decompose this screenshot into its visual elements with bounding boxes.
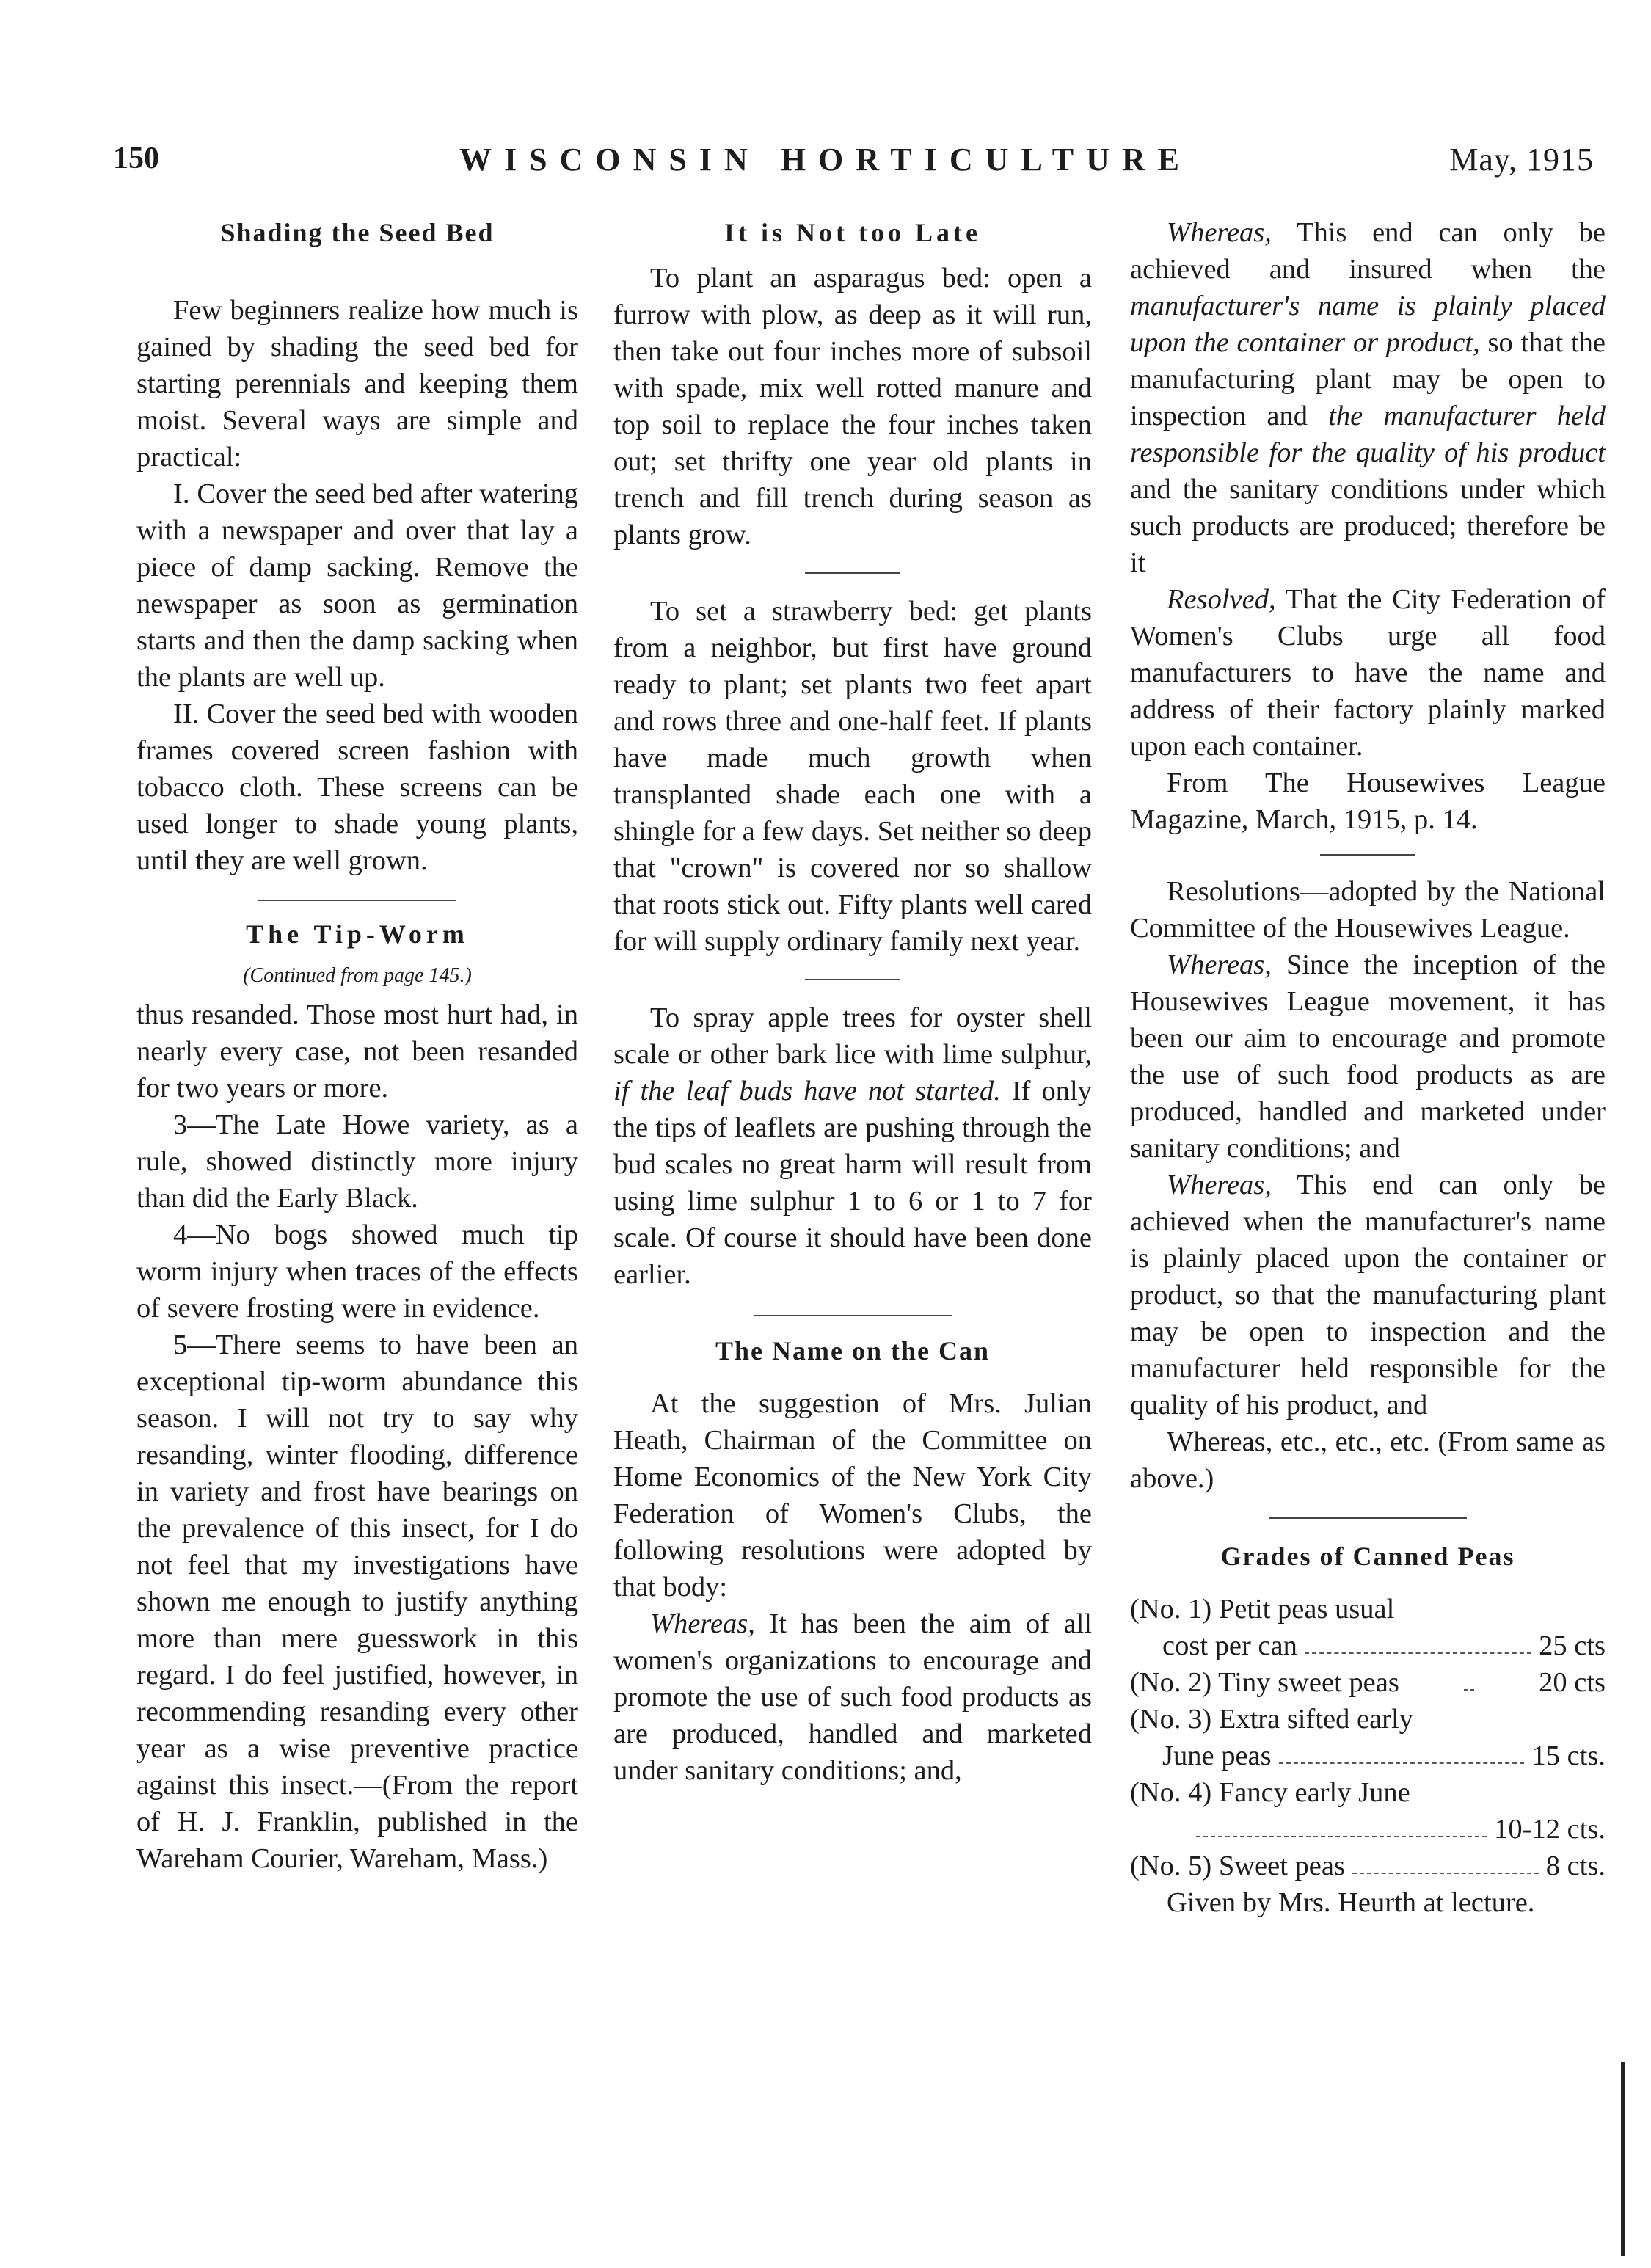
text-run: Since the inception of the Housewives League movement, it has been our aim to encourage and promote the use of such food products as are produced, handled and marketed under sanitary conditions; and	[1130, 949, 1606, 1164]
grade-line: (No. 1) Petit peas usual	[1130, 1594, 1395, 1625]
paragraph: Whereas, etc., etc., etc. (From same as above.)	[1130, 1426, 1606, 1494]
paragraph	[1130, 1167, 1606, 1423]
paragraph: To set a strawberry bed: get plants from a neighbor, but first have ground ready to plant; set plants two feet apart and rows three and one-half feet. If plants have made much growth when transplanted shade each one with a shingle for a few days. Set neither so deep that "crown" is covered nor so shallow that roots stick out. Fifty plants well cared for will supply ordinary family next year.	[613, 596, 1092, 957]
page-number: 150	[113, 142, 159, 175]
emphasis-text: Whereas,	[1167, 949, 1272, 980]
paragraph	[1130, 214, 1606, 581]
grade-line: (No. 4) Fancy early June	[1130, 1777, 1410, 1808]
paragraph: To plant an asparagus bed: open a furrow with plow, as deep as it will run, then take out four inches more of subsoil with spade, mix well rotted manure and top soil to replace the four inches taken out; set thrifty one year old plants in trench and fill trench during season as plants grow.	[613, 263, 1092, 550]
grade-price: 25 cts	[1539, 1630, 1606, 1661]
text-run: If only the tips of leaflets are pushing through the bud scales no great harm will result from using lime sulphur 1 to 6 or 1 to 7 for scale. Of course it should have been done earlier.	[613, 1076, 1093, 1290]
article-title-name-on-can: The Name on the Can	[715, 1336, 990, 1365]
emphasis-text: Whereas,	[650, 1608, 755, 1639]
magazine-title: WISCONSIN HORTICULTURE	[459, 142, 1192, 178]
paragraph: II. Cover the seed bed with wooden frames covered screen fashion with tobacco cloth. These screens can be used longer to shade young plants, until they are well grown.	[136, 699, 578, 876]
grades-list	[1130, 1591, 1606, 1884]
column-right	[1130, 214, 1606, 1921]
paragraph	[1130, 581, 1606, 765]
grade-price-row	[1130, 1811, 1606, 1848]
text-run: This end can only be achieved when the manufacturer's name is plainly placed upon the container or product, so that the manufacturing plant may be open to inspection and the manufacturer held responsible for the quality of his product, and	[1130, 1170, 1606, 1421]
text-run: so that the manufacturing plant may be open to inspection and	[1130, 327, 1606, 431]
emphasis-text: manufacturer's name is plainly placed upon the container or product,	[1130, 291, 1606, 358]
paragraph: Resolutions—adopted by the National Committee of the Housewives League.	[1130, 876, 1606, 944]
grade-price-row	[1130, 1664, 1606, 1701]
grade-line: (No. 3) Extra sifted early	[1130, 1704, 1413, 1735]
emphasis-text: the manufacturer held responsible for the quality of his product	[1130, 401, 1606, 468]
paragraph: 5—There seems to have been an exceptional tip-worm abundance this season. I will not try to say why resanding, winter flooding, difference in variety and frost have bearings on the prevalence of this insect, for I do not feel that my investigations have shown me enough to justify anything more than mere guesswork in this regard. I do feel justified, however, in recommending resanding every other year as a wise preventive practice against this insect.—(From the report of H. J. Franklin, published in the Wareham Courier, Wareham, Mass.)	[136, 1330, 578, 1874]
grade-label: June peas	[1162, 1740, 1272, 1771]
emphasis-text: Whereas,	[1167, 217, 1272, 248]
text-run: That the City Federation of Women's Clubs urge all food manufacturers to have the name and address of their factory plainly marked upon each container.	[1130, 584, 1606, 762]
grade-label: (No. 5) Sweet peas	[1130, 1851, 1345, 1881]
grade-price-row	[1130, 1848, 1606, 1884]
paragraph	[613, 999, 1092, 1293]
emphasis-text: Whereas,	[1167, 1170, 1272, 1200]
article-title-tipworm: The Tip-Worm	[246, 919, 469, 949]
emphasis-text: Resolved,	[1167, 584, 1276, 615]
grade-price-row	[1130, 1738, 1606, 1774]
grade-price-row	[1130, 1627, 1606, 1664]
paragraph	[613, 1605, 1092, 1789]
grade-price: 10-12 cts.	[1494, 1814, 1606, 1845]
paragraph: From The Housewives League Magazine, March, 1915, p. 14.	[1130, 767, 1606, 835]
article-title-not-too-late: It is Not too Late	[724, 218, 981, 247]
column-middle	[613, 214, 1092, 1789]
grade-price: 15 cts.	[1531, 1740, 1606, 1771]
article-title-grades: Grades of Canned Peas	[1220, 1542, 1515, 1571]
grades-credit: Given by Mrs. Heurth at lecture.	[1167, 1887, 1535, 1918]
grade-price: 8 cts.	[1545, 1851, 1606, 1881]
paragraph: I. Cover the seed bed after watering with a newspaper and over that lay a piece of damp sacking. Remove the newspaper as soon as germination starts and then the damp sacking when the plants are well up.	[136, 478, 578, 693]
paragraph: 4—No bogs showed much tip worm injury when traces of the effects of severe frosting were in evidence.	[136, 1219, 578, 1324]
article-title-shading: Shading the Seed Bed	[220, 218, 495, 247]
text-run: and the sanitary conditions under which such products are produced; therefore be it	[1130, 474, 1606, 578]
text-run: It has been the aim of all women's organizations to encourage and promote the use of such food products as are produced, handled and marketed under sanitary conditions; and,	[613, 1608, 1092, 1786]
grade-label: cost per can	[1162, 1630, 1297, 1661]
paragraph: 3—The Late Howe variety, as a rule, showed distinctly more injury than did the Early Black.	[136, 1109, 578, 1214]
issue-date: May, 1915	[1449, 142, 1594, 178]
grade-price: 20 cts	[1539, 1667, 1606, 1698]
text-run: To spray apple trees for oyster shell scale or other bark lice with lime sulphur,	[613, 1002, 1092, 1070]
paragraph: thus resanded. Those most hurt had, in nearly every case, not been resanded for two years or more.	[136, 999, 578, 1104]
continued-note: (Continued from page 145.)	[243, 964, 472, 987]
paragraph: At the suggestion of Mrs. Julian Heath, Chairman of the Committee on Home Economics of the New York City Federation of Women's Clubs, the following resolutions were adopted by that body:	[613, 1388, 1092, 1602]
page-edge-mark	[1621, 2062, 1625, 2256]
page-header	[0, 141, 1651, 192]
grade-label: (No. 2) Tiny sweet peas	[1130, 1667, 1399, 1698]
emphasis-text: if the leaf buds have not started.	[613, 1076, 1001, 1106]
paragraph: Few beginners realize how much is gained by shading the seed bed for starting perennials and keeping them moist. Several ways are simple and practical:	[136, 295, 578, 473]
text-run: This end can only be achieved and insured when the	[1130, 217, 1606, 285]
column-left	[136, 214, 578, 1877]
paragraph	[1130, 947, 1606, 1167]
